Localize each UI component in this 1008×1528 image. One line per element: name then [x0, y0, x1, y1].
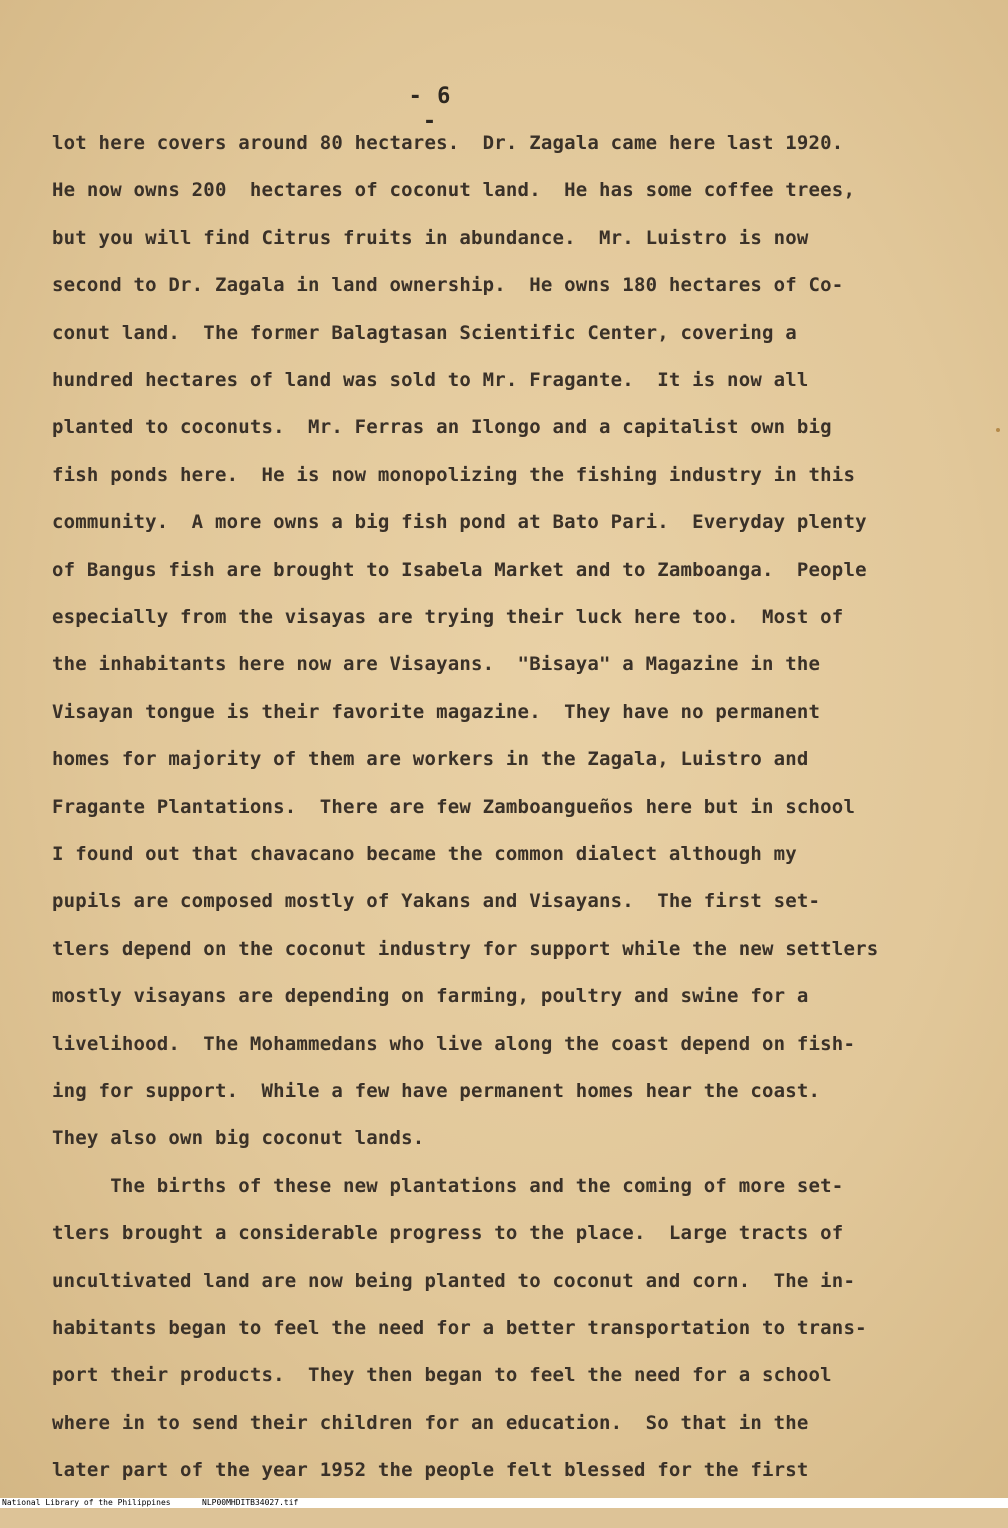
text-line: Fragante Plantations. There are few Zamboangueños here but in school	[52, 795, 856, 818]
text-line: habitants began to feel the need for a better transportation to trans-	[52, 1317, 867, 1339]
text-line: I found out that chavacano became the common dialect although my	[52, 843, 797, 865]
text-line: uncultivated land are now being planted to coconut and corn. The in-	[52, 1269, 856, 1292]
text-line: They also own big coconut lands.	[52, 1127, 425, 1150]
text-line: pupils are composed mostly of Yakans and Visayans. The first set-	[52, 890, 821, 913]
text-line: of Bangus fish are brought to Isabela Market and to Zamboanga. People	[52, 558, 867, 581]
text-line: homes for majority of them are workers in the Zagala, Luistro and	[52, 748, 809, 771]
text-line: tlers brought a considerable progress to the place. Large tracts of	[52, 1222, 844, 1245]
text-line: port their products. They then began to feel the need for a school	[52, 1364, 832, 1387]
footer-library-name: National Library of the Philippines	[2, 1498, 171, 1507]
text-line: later part of the year 1952 the people felt blessed for the first	[52, 1459, 809, 1482]
scan-footer	[0, 1498, 1008, 1508]
text-line: tlers depend on the coconut industry for support while the new settlers	[52, 937, 879, 960]
text-line: lot here covers around 80 hectares. Dr. Zagala came here last 1920.	[52, 132, 844, 154]
text-line: Visayan tongue is their favorite magazine. They have no permanent	[52, 700, 821, 723]
text-line: community. A more owns a big fish pond at Bato Pari. Everyday plenty	[52, 511, 867, 534]
text-line: livelihood. The Mohammedans who live along the coast depend on fish-	[52, 1032, 856, 1055]
paper-speck	[996, 428, 1000, 432]
text-line: ing for support. While a few have permanent homes hear the coast.	[52, 1080, 821, 1102]
text-line: The births of these new plantations and the coming of more set-	[52, 1174, 844, 1197]
text-line: the inhabitants here now are Visayans. "Bisaya" a Magazine in the	[52, 653, 821, 676]
text-line: planted to coconuts. Mr. Ferras an Ilongo and a capitalist own big	[52, 416, 832, 439]
text-line: fish ponds here. He is now monopolizing the fishing industry in this	[52, 463, 856, 486]
text-line: but you will find Citrus fruits in abundance. Mr. Luistro is now	[52, 226, 809, 249]
text-line: hundred hectares of land was sold to Mr. Fragante. It is now all	[52, 369, 809, 391]
text-line: conut land. The former Balagtasan Scientific Center, covering a	[52, 321, 797, 344]
text-line: second to Dr. Zagala in land ownership. He owns 180 hectares of Co-	[52, 274, 844, 297]
text-line: where in to send their children for an education. So that in the	[52, 1411, 809, 1434]
text-line: mostly visayans are depending on farming, poultry and swine for a	[52, 985, 809, 1008]
text-line: He now owns 200 hectares of coconut land. He has some coffee trees,	[52, 179, 856, 202]
footer-file-id: NLP00MHDITB34027.tif	[202, 1498, 299, 1507]
text-line: especially from the visayas are trying their luck here too. Most of	[52, 606, 844, 628]
page-number: - 6 -	[408, 84, 452, 134]
